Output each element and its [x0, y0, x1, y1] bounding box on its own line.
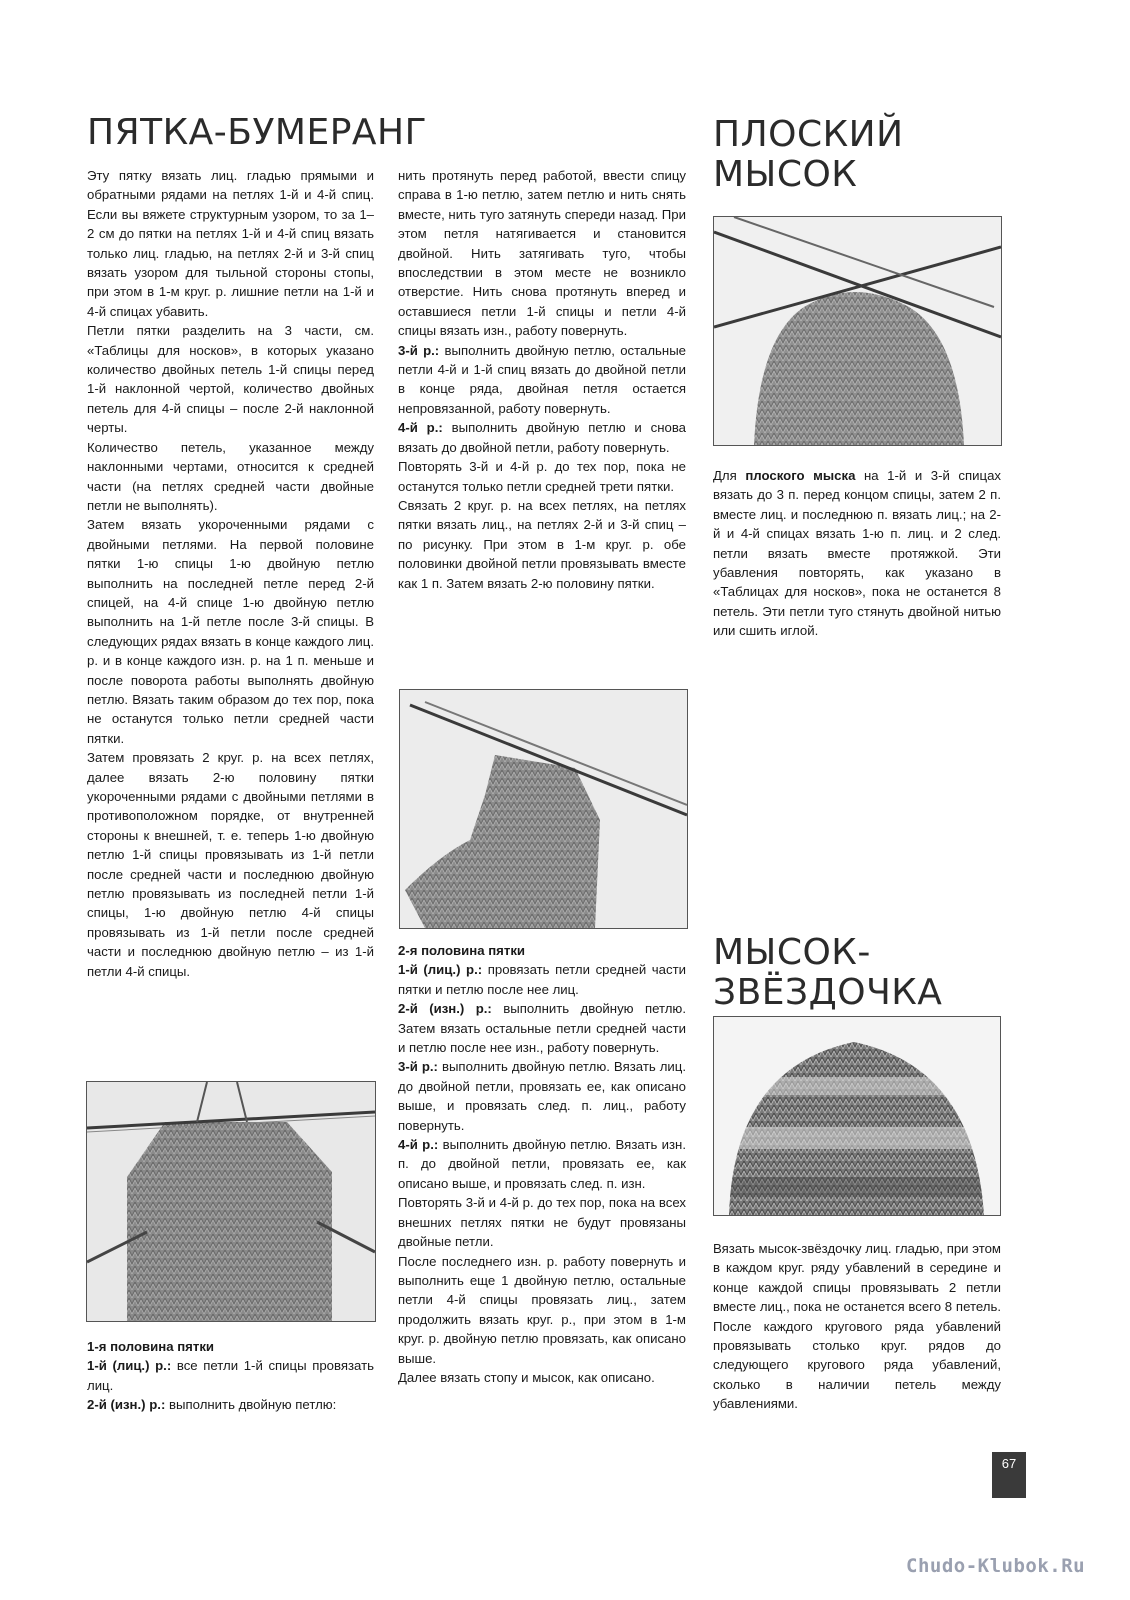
paragraph — [398, 1135, 686, 1193]
row-label: 2-й (изн.) р.: — [87, 1397, 166, 1413]
paragraph: нить протянуть перед работой, ввести спицу справа в 1-ю петлю, затем петлю и нить снять вместе, нить туго затянуть спереди назад. При этом петля натягивается и становится двойной. Нить затягивать туго, чтобы впоследствии в этом месте не возникло отверстие. Нить снова протянуть вперед и оставшиеся петли 1-й спицы и петли 4-й спицы вязать изн., работу повернуть. — [398, 168, 686, 339]
row-label: 3-й р.: — [398, 342, 440, 358]
subheading: 1-я половина пятки — [87, 1339, 215, 1354]
page-number: 67 — [992, 1452, 1026, 1498]
row-text: выполнить двойную петлю. Вязать изн. п. до двойной петли, провязать ее, как описано выше, и провязать след. п. изн. — [398, 1137, 686, 1191]
paragraph — [398, 341, 686, 419]
star-toe-title — [713, 933, 942, 1013]
knitting-star-toe-illustration — [714, 1017, 1000, 1215]
flat-toe-photo — [713, 216, 1002, 446]
star-toe-title-line1: МЫСОК- — [713, 932, 871, 973]
row-text: выполнить двойную петлю. Вязать лиц. до двойной петли, провязать ее, как описано выше, и провязать след. п. лиц., работу повернуть. — [398, 1059, 687, 1133]
paragraph: Повторять 3-й и 4-й р. до тех пор, пока не останутся только петли средней трети пятки. — [398, 459, 686, 494]
paragraph — [713, 466, 1001, 641]
paragraph — [398, 999, 686, 1057]
row-text: выполнить двойную петлю: — [165, 1397, 337, 1413]
heel-text-column — [87, 166, 374, 981]
paragraph — [398, 1057, 686, 1135]
paragraph: Количество петель, указанное между наклонными чертами, относится к средней части (на петлях средней части двойные петли не выполнять). — [87, 439, 374, 513]
subheading: 2-я половина пятки — [398, 943, 526, 958]
row-text: все петли 1-й спицы провязать лиц. — [87, 1358, 374, 1393]
star-toe-photo — [713, 1016, 1001, 1216]
knitting-heel-illustration — [87, 1082, 375, 1321]
heel-first-half-text — [87, 1337, 374, 1415]
paragraph — [87, 1356, 374, 1395]
text-run: на 1-й и 3-й спицах вязать до 3 п. перед концом спицы, затем 2 п. вместе лиц. и последнюю п. вязать лиц.; на 2-й и 4-й спицах вязать 1-ю п. лиц. и 2 след. петли вязать вместе протяжкой. Эти убавления повторять, как указано в «Таблицах для носков», пока не останется 8 петель. Эти петли туго стянуть двойной нитью или сшить иглой. — [713, 468, 1001, 639]
emphasis: плоского мыска — [745, 468, 856, 483]
heel-second-half-photo — [399, 689, 688, 929]
heel-first-half-photo — [86, 1081, 376, 1322]
heel-text-column-2 — [398, 166, 686, 593]
row-label: 4-й р.: — [398, 420, 443, 436]
row-text: выполнить двойную петлю и снова вязать до двойной петли, работу повернуть. — [398, 420, 687, 455]
star-toe-title-line2: ЗВЁЗДОЧКА — [713, 972, 943, 1013]
knitting-flat-toe-illustration — [714, 217, 1001, 445]
paragraph — [398, 960, 686, 999]
row-label: 4-й р.: — [398, 1137, 439, 1153]
paragraph — [398, 418, 686, 457]
row-label: 3-й р.: — [398, 1059, 438, 1075]
paragraph: Далее вязать стопу и мысок, как описано. — [398, 1369, 655, 1385]
flat-toe-title — [713, 115, 904, 195]
flat-toe-text — [713, 466, 1001, 641]
paragraph: Затем провязать 2 круг. р. на всех петлях, далее вязать 2-ю половину пятки укороченными рядами с двойными петлями в противоположном порядке, от внутренней стороны к внешней, т. е. теперь 1-ю двойную петлю 1-й спицы провязывать из 1-й петли после средней части и последнюю двойную петлю провязывать из последней петли 1-й спицы, 1-ю двойную петлю 4-й спицы провязывать из 1-й петли после средней части и последнюю двойную петлю – из 1-й петли 4-й спицы. — [87, 750, 374, 979]
paragraph — [87, 1395, 374, 1414]
flat-toe-title-line1: ПЛОСКИЙ — [713, 114, 904, 155]
text-run: Для — [713, 468, 746, 483]
paragraph: Эту пятку вязать лиц. гладью прямыми и обратными рядами на петлях 1-й и 4-й спиц. Если вы вяжете структурным узором, то за 1–2 см до пятки на петлях 1-й и 4-й спиц вязать только лиц. гладью, на петлях 2-й и 3-й спиц вязать узором для тыльной стороны стопы, при этом в 1-м круг. р. лишние петли на 1-й и 4-й спицах убавить. — [87, 168, 374, 319]
knitting-sock-illustration — [400, 690, 687, 928]
row-label: 1-й (лиц.) р.: — [87, 1358, 172, 1374]
paragraph: Затем вязать укороченными рядами с двойными петлями. На первой половине пятки 1-ю спицы 1-ю двойную петлю выполнить на последней петле перед 2-й спицей, на 4-й спице 1-ю двойную петлю выполнить на 1-й петле после 3-й спицы. В следующих рядах вязать в конце каждого лиц. р. и в конце каждого изн. р. на 1 п. меньше и после поворота работы выполнять двойную петлю. Вязать таким образом до тех пор, пока не останутся только петли средней части пятки. — [87, 517, 374, 746]
heel-title: ПЯТКА-БУМЕРАНГ — [87, 112, 428, 153]
row-label: 1-й (лиц.) р.: — [398, 962, 483, 978]
star-toe-text — [713, 1239, 1001, 1414]
flat-toe-title-line2: МЫСОК — [713, 154, 858, 195]
heel-second-half-text — [398, 941, 686, 1387]
row-text: выполнить двойную петлю. Затем вязать остальные петли средней части и петлю после нее изн., работу повернуть. — [398, 1001, 686, 1056]
watermark: Chudo-Klubok.Ru — [906, 1555, 1086, 1577]
paragraph: Связать 2 круг. р. на всех петлях, на петлях пятки вязать лиц., на петлях 2-й и 3-й спиц – по рисунку. При этом в 1-м круг. р. обе половинки двойной петли провязывать вместе как 1 п. Затем вязать 2-ю половину пятки. — [398, 497, 686, 591]
row-text: выполнить двойную петлю, остальные петли 4-й и 1-й спиц вязать до двойной петли в конце ряда, двойная петля остается непровязанной, работу повернуть. — [398, 342, 687, 416]
paragraph: Повторять 3-й и 4-й р. до тех пор, пока на всех внешних петлях пятки не будут провязаны двойные петли. — [398, 1195, 686, 1250]
paragraph: Вязать мысок-звёздочку лиц. гладью, при этом в каждом круг. ряду убавлений в середине и конце каждой спицы провязывать 2 петли вместе лиц., пока не останется всего 8 петель. После каждого кругового ряда убавлений провязывать столько круг. рядов до следующего кругового ряда убавлений, сколько в наличии петель между убавлениями. — [713, 1241, 1001, 1412]
paragraph: После последнего изн. р. работу повернуть и выполнить еще 1 двойную петлю, остальные петли 4-й спицы провязать лиц., затем продолжить вязать круг. р., при этом в 1-м круг. р. двойную петлю провязать, как описано выше. — [398, 1253, 686, 1366]
row-label: 2-й (изн.) р.: — [398, 1001, 492, 1017]
row-text: провязать петли средней части пятки и петлю после нее лиц. — [398, 962, 687, 997]
paragraph: Петли пятки разделить на 3 части, см. «Таблицы для носков», в которых указано количество двойных петель 1-й спицы перед 1-й наклонной чертой, количество двойных петель для 4-й спицы – после 2-й наклонной черты. — [87, 323, 374, 436]
